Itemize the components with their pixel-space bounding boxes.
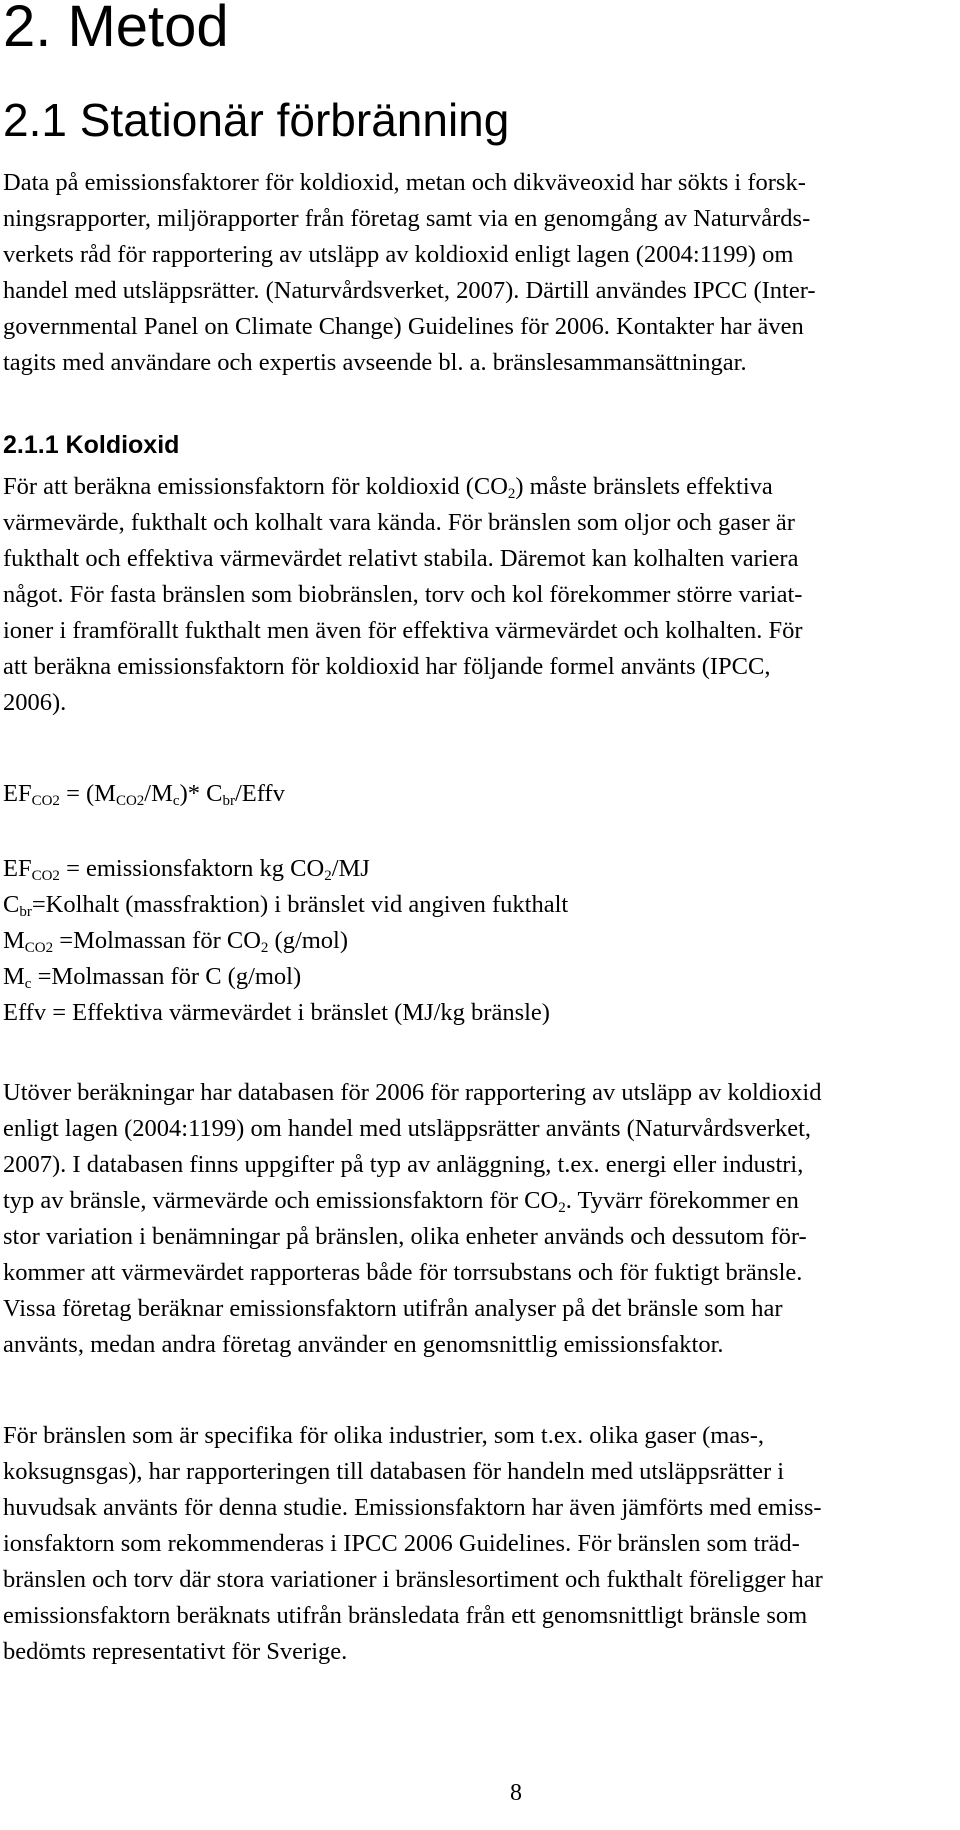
subscript: br	[19, 904, 32, 920]
text-span: M	[3, 927, 25, 954]
paragraph-line: emissionsfaktorn beräknats utifrån bränsledata från ett genomsnittligt bränsle som	[3, 1602, 808, 1629]
text-span: typ av bränsle, värmevärde och emissionsfaktorn för CO	[3, 1187, 559, 1214]
text-span: ) måste bränslets effektiva	[515, 473, 773, 500]
definition-line	[3, 923, 348, 959]
paragraph-line: kommer att värmevärdet rapporteras både för torrsubstans och för fuktigt bränsle.	[3, 1259, 803, 1286]
subscript: CO2	[31, 793, 60, 809]
subscript: CO2	[24, 940, 54, 956]
text-span: För att beräkna emissionsfaktorn för koldioxid (CO	[3, 473, 508, 500]
text-span: = (M	[59, 780, 116, 807]
definition-line	[3, 887, 568, 923]
chapter-heading: 2. Metod	[3, 0, 229, 59]
paragraph-line: använts, medan andra företag använder en genomsnittlig emissionsfaktor.	[3, 1331, 724, 1358]
text-span: )* C	[179, 780, 223, 807]
definition-line	[3, 959, 301, 995]
paragraph-line: Utöver beräkningar har databasen för 2006 för rapportering av utsläpp av koldioxid	[3, 1079, 822, 1106]
text-span: /M	[144, 780, 173, 807]
paragraph-line: För bränslen som är specifika för olika industrier, som t.ex. olika gaser (mas-,	[3, 1422, 765, 1449]
text-span: EF	[3, 780, 32, 807]
subscript: 2	[324, 868, 332, 884]
paragraph-line: bedömts representativt för Sverige.	[3, 1638, 348, 1665]
text-span: EF	[3, 855, 32, 882]
text-span: =Molmassan för C (g/mol)	[31, 963, 302, 990]
intro-line: governmental Panel on Climate Change) Guidelines för 2006. Kontakter har även	[3, 313, 804, 340]
page-number: 8	[510, 1780, 522, 1806]
paragraph-line: att beräkna emissionsfaktorn för koldioxid har följande formel använts (IPCC,	[3, 653, 771, 680]
text-span: /Effv	[234, 780, 285, 807]
paragraph-line: 2006).	[3, 689, 67, 716]
intro-line: verkets råd för rapportering av utsläpp av koldioxid enligt lagen (2004:1199) om	[3, 241, 794, 268]
industry-fuels-paragraph	[3, 1418, 955, 1670]
paragraph-line: 2007). I databasen finns uppgifter på typ av anläggning, t.ex. energi eller industri,	[3, 1151, 804, 1178]
subscript: 2	[558, 1200, 566, 1216]
text-span: (g/mol)	[268, 927, 349, 954]
intro-line: Data på emissionsfaktorer för koldioxid, metan och dikväveoxid har sökts i forsk-	[3, 169, 806, 196]
definition-line	[3, 995, 550, 1031]
paragraph-line: enligt lagen (2004:1199) om handel med utsläppsrätter använts (Naturvårdsverket,	[3, 1115, 812, 1142]
paragraph-line: ionsfaktorn som rekommenderas i IPCC 2006 Guidelines. För bränslen som träd-	[3, 1530, 800, 1557]
subscript: br	[222, 793, 235, 809]
intro-line: ningsrapporter, miljörapporter från företag samt via en genomgång av Naturvårds-	[3, 205, 811, 232]
text-span: /MJ	[331, 855, 370, 882]
subsection-heading: 2.1.1 Koldioxid	[3, 431, 180, 459]
intro-line: tagits med användare och expertis avseende bl. a. bränslesammansättningar.	[3, 349, 747, 376]
paragraph-line: bränslen och torv där stora variationer i bränslesortiment och fukthalt föreligger har	[3, 1566, 823, 1593]
text-span: =Molmassan för CO	[53, 927, 261, 954]
paragraph-line: stor variation i benämningar på bränslen, olika enheter används och dessutom för-	[3, 1223, 807, 1250]
paragraph-line	[3, 1183, 955, 1219]
emission-formula	[3, 776, 285, 812]
paragraph-line: fukthalt och effektiva värmevärdet relativt stabila. Däremot kan kolhalten variera	[3, 545, 799, 572]
subscript: c	[172, 793, 180, 809]
koldioxid-paragraph	[3, 469, 955, 721]
text-span: C	[3, 891, 20, 918]
intro-paragraph	[3, 165, 955, 381]
paragraph-line	[3, 469, 955, 505]
text-span: =Kolhalt (massfraktion) i bränslet vid angiven fukthalt	[31, 891, 569, 918]
text-span: M	[3, 963, 25, 990]
paragraph-line: koksugnsgas), har rapporteringen till databasen för handeln med utsläppsrätter i	[3, 1458, 785, 1485]
paragraph-line: något. För fasta bränslen som biobränslen, torv och kol förekommer större variat-	[3, 581, 803, 608]
paragraph-line: huvudsak använts för denna studie. Emissionsfaktorn har även jämförts med emiss-	[3, 1494, 822, 1521]
text-span: . Tyvärr förekommer en	[565, 1187, 799, 1214]
subscript: 2	[260, 940, 269, 956]
subscript: CO2	[31, 868, 60, 884]
section-heading: 2.1 Stationär förbränning	[3, 94, 510, 146]
paragraph-line: ioner i framförallt fukthalt men även för effektiva värmevärdet och kolhalten. För	[3, 617, 803, 644]
subscript: c	[24, 976, 32, 992]
definition-line	[3, 851, 370, 887]
text-span: Effv = Effektiva värmevärdet i bränslet (MJ/kg bränsle)	[3, 999, 550, 1026]
intro-line: handel med utsläppsrätter. (Naturvårdsverket, 2007). Därtill användes IPCC (Inter-	[3, 277, 816, 304]
paragraph-line: Vissa företag beräknar emissionsfaktorn utifrån analyser på det bränsle som har	[3, 1295, 783, 1322]
text-span: = emissionsfaktorn kg CO	[59, 855, 325, 882]
database-paragraph	[3, 1075, 955, 1363]
paragraph-line: värmevärde, fukthalt och kolhalt vara kända. För bränslen som oljor och gaser är	[3, 509, 795, 536]
subscript: 2	[507, 486, 516, 502]
subscript: CO2	[115, 793, 145, 809]
